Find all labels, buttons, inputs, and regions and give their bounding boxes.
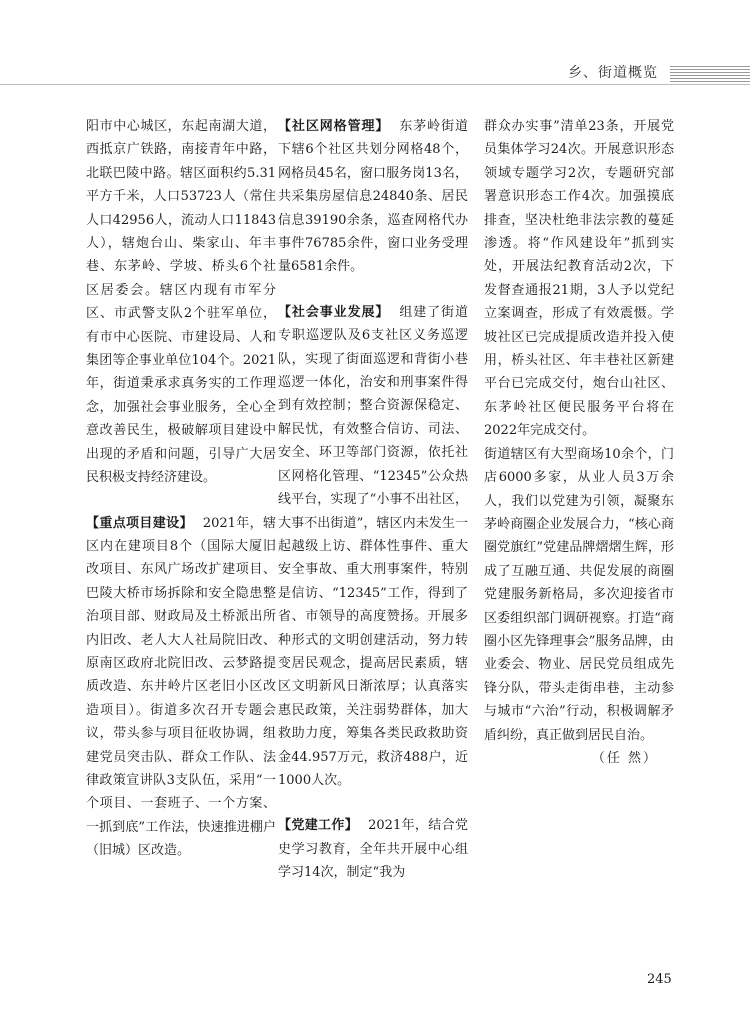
text-column-1 — [86, 115, 276, 863]
section-heading: 【党建工作】 — [278, 818, 359, 834]
section-body: 2021年，结合党史学习教育，全年共开展中心组学习14次，制定“我为 — [278, 818, 468, 881]
text-column-2 — [278, 115, 468, 885]
header-title: 乡、街道概览 — [568, 65, 658, 81]
author-credit: （任 然） — [591, 750, 658, 766]
section-grid-management — [278, 115, 468, 279]
page-number: 245 — [647, 972, 672, 987]
section-heading: 【社会事业发展】 — [278, 304, 390, 320]
section-body: 东茅岭街道下辖6个社区共划分网格48个，网格员45名，窗口服务岗13名，共采集房屋信息24840条、居民信息39190余条，巡查网格代办事件76785余件，窗口业务受理量6581余件。 — [278, 119, 468, 275]
section-key-projects — [86, 512, 276, 863]
section-heading: 【社区网格管理】 — [278, 119, 390, 134]
section-party-building — [278, 814, 468, 884]
party-building-continued: 群众办实事”清单23条，开展党员集体学习24次。开展意识形态领域专题学习2次，专题研究部署意识形态工作4次。加强摸底排查，坚决杜绝非法宗教的蔓延渗透。将“作风建设年”抓到实处，开展法纪教育活动2次，下发督查通报21期，3人予以党纪立案调查，形成了有效震慑。学坡社区已完成提质改造并投入使用，桥头社区、年丰巷社区新建平台已完成交付，炮台山社区、东茅岭社区便民服务平台将在2022年完成交付。 — [484, 119, 674, 439]
business-district-paragraph: 街道辖区有大型商场10余个，门店6000多家，从业人员3万余人，我们以党建为引领，凝聚东茅岭商圈企业发展合力，“核心商圈党旗红”党建品牌熠熠生辉，形成了互融互通、共促发展的商圈党建服务新格局，多次迎接省市区委组织部门调研视察。打造“商圈小区先锋理事会”服务品牌，由业委会、物业、居民党员组成先锋分队，带头走街串巷，主动参与城市“六治”行动，积极调解矛盾纠纷，真正做到居民自治。 — [484, 446, 674, 743]
text-column-3 — [484, 115, 674, 770]
section-body: 2021年，辖区内在建项目8个（国际大厦旧改项目、东风广场改扩建项目、巴陵大桥市场拆除和安全隐患整治项目部、财政局及土桥派出所内旧改、老人大人社局院旧改、原南区政府北院旧改、云梦路提质改造、东井岭片区老旧小区改造项目）。街道多次召开专题会议，带头参与项目征收协调，组建党员突击队、群众工作队、法律政策宣讲队3支队伍，采用“一个项目、一套班子、一个方案、一抓到底”工作法，快速推进棚户（旧城）区改造。 — [86, 515, 276, 859]
header-decoration-lines — [670, 66, 750, 82]
header-rule — [0, 84, 750, 85]
section-social-development — [278, 301, 468, 793]
section-body: 组建了街道专职巡逻队及6支社区义务巡逻队，实现了街面巡逻和背街小巷巡逻一体化，治安和刑事案件得到有效控制；整合资源保稳定、解民忧，有效整合信访、司法、安全、环卫等部门资源，依托社区网格化管理、“12345”公众热线平台，实现了“小事不出社区，大事不出街道”，辖区内未发生一起越级上访、群体性事件、重大安全事故、重大刑事案件，特别是信访、“12345”工作，得到了省、市领导的高度赞扬。开展多种形式的文明创建活动，努力转变居民观念，提高居民素质，辖区文明新风日渐浓厚；认真落实惠民政策，关注弱势群体，加大救助力度，筹集各类民政救助资金44.957万元，救济488户，近1000人次。 — [278, 304, 468, 788]
page-header — [0, 58, 750, 88]
section-heading: 【重点项目建设】 — [86, 515, 193, 531]
intro-paragraph: 阳市中心城区，东起南湖大道，西抵京广铁路，南接青年中路，北联巴陵中路。辖区面积约5.31平方千米，人口53723人（常住人口42956人，流动人口11843人），辖炮台山、柴家山、年丰巷、东茅岭、学坡、桥头6个社区居委会。辖区内现有市军分区、市武警支队2个驻军单位，有市中心医院、市建设局、人和集团等企事业单位104个。2021年，街道秉承求真务实的工作理念，加强社会事业服务，全心全意改善民生，极破解项目建设中出现的矛盾和问题，引导广大居民积极支持经济建设。 — [86, 119, 276, 486]
